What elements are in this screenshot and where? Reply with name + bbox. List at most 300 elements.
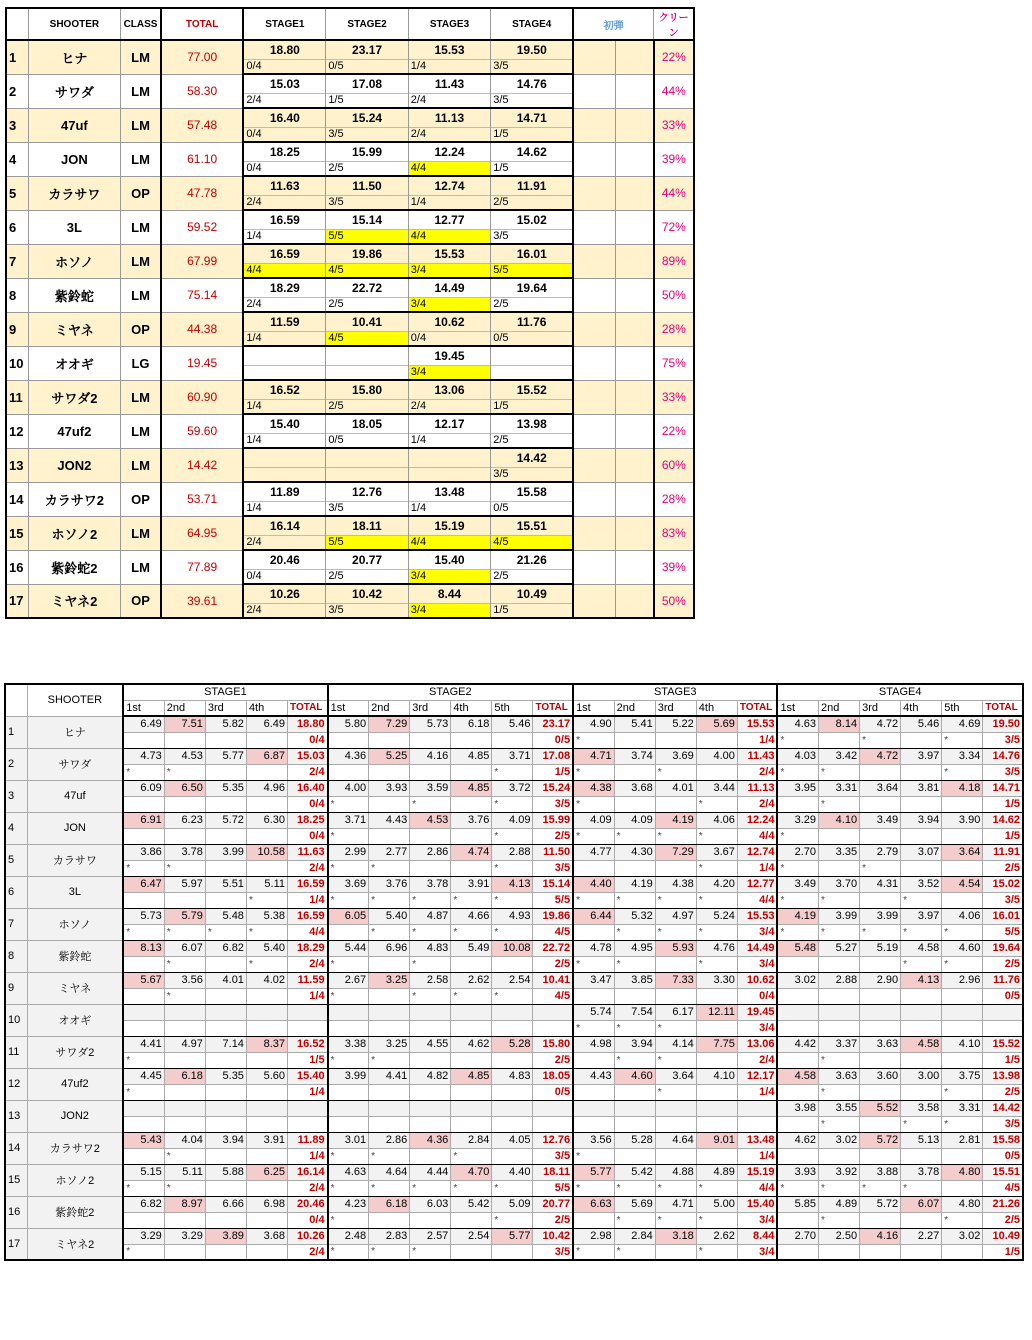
alpha-mark: * [492, 1212, 533, 1228]
stage-alpha-count: 2/4 [243, 297, 325, 312]
stage-time: 15.40 [243, 414, 325, 433]
split-time: 3.64 [860, 780, 901, 796]
stage-time: 13.48 [408, 482, 490, 501]
row-number: 16 [5, 1196, 27, 1228]
split-time: 4.88 [655, 1164, 696, 1180]
split-time [369, 1004, 410, 1020]
split-time: 2.98 [573, 1228, 614, 1244]
stage-total: 13.06 [737, 1036, 777, 1052]
stage-count: 3/4 [737, 1244, 777, 1260]
stage-alpha-count: 3/5 [491, 59, 573, 74]
split-time: 4.76 [696, 940, 737, 956]
total-value: 64.95 [161, 516, 243, 550]
shooter-name: 47uf [28, 108, 121, 142]
class-value: LM [121, 74, 161, 108]
alpha-mark: * [655, 892, 696, 908]
stage-time [326, 346, 408, 365]
alpha-mark [123, 796, 164, 812]
header-clean: クリーン [654, 8, 694, 40]
split-time: 4.78 [573, 940, 614, 956]
stage-count: 1/4 [737, 860, 777, 876]
row-number: 13 [5, 1100, 27, 1132]
alpha-mark [614, 988, 655, 1004]
stage-total: 11.89 [288, 1132, 328, 1148]
stage-count: 2/4 [288, 1180, 328, 1196]
stage-total: 23.17 [533, 716, 573, 732]
split-time: 4.54 [942, 876, 983, 892]
split-time [328, 1100, 369, 1116]
shooter-name: 3L [27, 876, 123, 908]
stage-count: 2/4 [737, 1052, 777, 1068]
stage-count: 1/4 [288, 988, 328, 1004]
alpha-mark [819, 1244, 860, 1260]
summary-row [6, 278, 694, 297]
alpha-mark [777, 1020, 818, 1036]
alpha-mark: * [369, 1244, 410, 1260]
stage-count: 3/5 [983, 1116, 1023, 1132]
alpha-mark [614, 1116, 655, 1132]
summary-row [6, 40, 694, 59]
split-time: 3.98 [777, 1100, 818, 1116]
alpha-mark [246, 1052, 287, 1068]
alpha-mark [369, 796, 410, 812]
sub-header: 3rd [410, 700, 451, 716]
alpha-mark: * [573, 1020, 614, 1036]
alpha-mark: * [696, 860, 737, 876]
alpha-mark: * [369, 924, 410, 940]
alpha-mark [901, 764, 942, 780]
split-time: 4.01 [205, 972, 246, 988]
row-number: 10 [5, 1004, 27, 1036]
summary-row [6, 448, 694, 467]
sub-header: 5th [492, 700, 533, 716]
split-time: 4.85 [451, 1068, 492, 1084]
split-time: 5.51 [205, 876, 246, 892]
total-value: 59.60 [161, 414, 243, 448]
stage-count: 1/4 [288, 892, 328, 908]
stage-alpha-count: 1/5 [326, 93, 408, 108]
split-time: 4.87 [410, 908, 451, 924]
stage-alpha-count: 1/5 [491, 603, 573, 618]
split-time: 5.44 [328, 940, 369, 956]
shooter-name: ミヤネ [27, 972, 123, 1004]
alpha-mark: * [655, 924, 696, 940]
stage-alpha-count: 3/5 [491, 93, 573, 108]
split-time: 3.90 [942, 812, 983, 828]
split-row [5, 1004, 1023, 1020]
split-time [573, 1100, 614, 1116]
alpha-mark [246, 1116, 287, 1132]
alpha-mark [573, 860, 614, 876]
stage-time: 14.49 [408, 278, 490, 297]
split-time [492, 1004, 533, 1020]
split-time: 4.03 [777, 748, 818, 764]
stage-time: 10.41 [326, 312, 408, 331]
stage-alpha-count: 1/4 [243, 229, 325, 244]
first-shot-cell [573, 278, 615, 312]
row-number: 5 [6, 176, 28, 210]
alpha-mark [205, 1020, 246, 1036]
alpha-mark [410, 764, 451, 780]
split-time: 5.41 [614, 716, 655, 732]
split-time: 5.15 [123, 1164, 164, 1180]
stage-time: 8.44 [408, 584, 490, 603]
alpha-mark [451, 1116, 492, 1132]
summary-row [6, 516, 694, 535]
split-time: 3.25 [369, 972, 410, 988]
stage-count: 3/5 [983, 764, 1023, 780]
stage-total: 10.62 [737, 972, 777, 988]
split-time: 6.05 [328, 908, 369, 924]
split-time: 2.81 [942, 1132, 983, 1148]
class-value: LM [121, 108, 161, 142]
split-time: 3.02 [942, 1228, 983, 1244]
alpha-mark [901, 828, 942, 844]
stage-count [983, 1020, 1023, 1036]
split-time: 3.58 [901, 1100, 942, 1116]
stage-total: 18.80 [288, 716, 328, 732]
stage-alpha-count: 1/4 [243, 501, 325, 516]
row-number: 16 [6, 550, 28, 584]
header-shooter: SHOOTER [27, 684, 123, 716]
split-time: 4.20 [696, 876, 737, 892]
stage-total: 15.24 [533, 780, 573, 796]
split-time: 4.93 [492, 908, 533, 924]
alpha-mark: * [123, 1244, 164, 1260]
split-time: 4.19 [777, 908, 818, 924]
alpha-mark: * [573, 892, 614, 908]
alpha-mark [901, 1212, 942, 1228]
alpha-mark [123, 988, 164, 1004]
split-time: 4.73 [123, 748, 164, 764]
stage-alpha-count: 4/5 [326, 263, 408, 278]
first-shot-cell-2 [615, 482, 653, 516]
split-time: 5.74 [573, 1004, 614, 1020]
split-time: 4.58 [901, 1036, 942, 1052]
alpha-mark [860, 828, 901, 844]
split-row [5, 1132, 1023, 1148]
clean-rate: 33% [654, 108, 694, 142]
stage-count: 3/4 [737, 956, 777, 972]
split-time: 4.41 [369, 1068, 410, 1084]
stage-time: 15.58 [491, 482, 573, 501]
stage-time: 15.52 [491, 380, 573, 399]
alpha-mark: * [451, 1180, 492, 1196]
shooter-name: サワダ [28, 74, 121, 108]
stage-total: 11.13 [737, 780, 777, 796]
split-time: 5.97 [164, 876, 205, 892]
split-time: 5.79 [164, 908, 205, 924]
stage-count: 1/5 [983, 796, 1023, 812]
split-time: 4.71 [573, 748, 614, 764]
stage-total: 20.46 [288, 1196, 328, 1212]
shooter-name: サワダ2 [28, 380, 121, 414]
split-row [5, 940, 1023, 956]
stage-count: 1/5 [983, 1244, 1023, 1260]
split-time: 4.09 [492, 812, 533, 828]
stage-count: 2/4 [737, 764, 777, 780]
split-row [5, 876, 1023, 892]
row-number: 14 [6, 482, 28, 516]
class-value: LG [121, 346, 161, 380]
split-row-marks [5, 828, 1023, 844]
alpha-mark [492, 1148, 533, 1164]
split-time: 5.77 [205, 748, 246, 764]
stage-total: 15.80 [533, 1036, 573, 1052]
stage-count: 2/4 [288, 1244, 328, 1260]
stage-alpha-count: 2/4 [243, 93, 325, 108]
stage-total: 19.86 [533, 908, 573, 924]
split-time: 3.94 [901, 812, 942, 828]
row-number: 2 [6, 74, 28, 108]
stage-count: 2/5 [983, 860, 1023, 876]
header-class: CLASS [121, 8, 161, 40]
row-number: 7 [6, 244, 28, 278]
clean-rate: 60% [654, 448, 694, 482]
split-time: 3.86 [123, 844, 164, 860]
split-time: 3.97 [901, 748, 942, 764]
split-time: 6.82 [123, 1196, 164, 1212]
split-time [451, 1004, 492, 1020]
stage-total: 15.58 [983, 1132, 1023, 1148]
alpha-mark [369, 1020, 410, 1036]
alpha-mark: * [573, 956, 614, 972]
stage-alpha-count: 5/5 [491, 263, 573, 278]
alpha-mark: * [492, 1180, 533, 1196]
split-row [5, 1228, 1023, 1244]
alpha-mark: * [246, 892, 287, 908]
alpha-mark: * [164, 1180, 205, 1196]
sub-header: 1st [777, 700, 818, 716]
stage-total-header: TOTAL [288, 700, 328, 716]
stage-count: 1/5 [983, 1052, 1023, 1068]
split-time: 2.83 [369, 1228, 410, 1244]
total-value: 53.71 [161, 482, 243, 516]
clean-rate: 22% [654, 40, 694, 74]
split-time: 4.97 [164, 1036, 205, 1052]
alpha-mark [573, 1084, 614, 1100]
split-time: 5.72 [205, 812, 246, 828]
split-time: 4.69 [942, 716, 983, 732]
split-time: 3.52 [901, 876, 942, 892]
split-time: 4.00 [696, 748, 737, 764]
split-time: 3.30 [696, 972, 737, 988]
split-time: 2.62 [696, 1228, 737, 1244]
alpha-mark: * [164, 988, 205, 1004]
first-shot-cell-2 [615, 448, 653, 482]
split-row-marks [5, 1212, 1023, 1228]
shooter-name: ホソノ [27, 908, 123, 940]
split-time: 3.76 [451, 812, 492, 828]
alpha-mark [614, 796, 655, 812]
split-time: 4.45 [123, 1068, 164, 1084]
split-time: 6.07 [901, 1196, 942, 1212]
stage-count: 3/5 [533, 860, 573, 876]
alpha-mark [819, 860, 860, 876]
alpha-mark [777, 988, 818, 1004]
stage-total [533, 1100, 573, 1116]
split-time [410, 1100, 451, 1116]
summary-row [6, 482, 694, 501]
split-time: 3.29 [777, 812, 818, 828]
stage-alpha-count: 3/5 [491, 229, 573, 244]
alpha-mark: * [696, 924, 737, 940]
split-time: 3.72 [492, 780, 533, 796]
alpha-mark [451, 956, 492, 972]
alpha-mark: * [573, 1244, 614, 1260]
row-number: 10 [6, 346, 28, 380]
alpha-mark: * [123, 764, 164, 780]
split-time: 4.71 [655, 1196, 696, 1212]
split-time: 4.19 [655, 812, 696, 828]
stage-total [983, 1004, 1023, 1020]
stage-count: 0/5 [533, 1084, 573, 1100]
shooter-name: 3L [28, 210, 121, 244]
alpha-mark: * [819, 1084, 860, 1100]
alpha-mark: * [942, 764, 983, 780]
stage-count: 4/4 [288, 924, 328, 940]
row-number: 4 [6, 142, 28, 176]
alpha-mark: * [410, 796, 451, 812]
clean-rate: 22% [654, 414, 694, 448]
alpha-mark [205, 1148, 246, 1164]
split-time: 6.82 [205, 940, 246, 956]
stage-time: 12.24 [408, 142, 490, 161]
split-time: 3.44 [696, 780, 737, 796]
stage-total: 15.14 [533, 876, 573, 892]
clean-rate: 50% [654, 584, 694, 618]
split-time: 3.99 [860, 908, 901, 924]
split-time: 2.57 [410, 1228, 451, 1244]
row-number: 5 [5, 844, 27, 876]
alpha-mark [369, 1116, 410, 1132]
alpha-mark: * [451, 988, 492, 1004]
row-number: 12 [6, 414, 28, 448]
split-time: 4.53 [410, 812, 451, 828]
first-shot-cell-2 [615, 40, 653, 74]
total-value: 67.99 [161, 244, 243, 278]
alpha-mark: * [492, 924, 533, 940]
stage-time: 15.03 [243, 74, 325, 93]
stage-total: 16.59 [288, 908, 328, 924]
alpha-mark: * [573, 732, 614, 748]
stage-total: 15.53 [737, 716, 777, 732]
alpha-mark [246, 988, 287, 1004]
clean-rate: 33% [654, 380, 694, 414]
alpha-mark [164, 1116, 205, 1132]
alpha-mark: * [655, 1212, 696, 1228]
shooter-name: サワダ [27, 748, 123, 780]
split-time: 2.84 [451, 1132, 492, 1148]
split-time: 2.86 [410, 844, 451, 860]
alpha-mark [164, 796, 205, 812]
split-time [492, 1100, 533, 1116]
row-number: 11 [5, 1036, 27, 1068]
alpha-mark: * [614, 1180, 655, 1196]
stage-alpha-count: 4/5 [326, 331, 408, 346]
split-time: 3.91 [246, 1132, 287, 1148]
stage-time: 19.50 [491, 40, 573, 59]
alpha-mark: * [819, 924, 860, 940]
split-time: 3.78 [901, 1164, 942, 1180]
alpha-mark [205, 956, 246, 972]
summary-row [6, 380, 694, 399]
split-time: 7.29 [655, 844, 696, 860]
stage-count: 1/4 [737, 1084, 777, 1100]
stage-count: 3/5 [533, 1244, 573, 1260]
alpha-mark: * [614, 956, 655, 972]
stage-time: 10.26 [243, 584, 325, 603]
split-time: 5.67 [123, 972, 164, 988]
alpha-mark [328, 924, 369, 940]
first-shot-cell-2 [615, 244, 653, 278]
stage-total-header: TOTAL [983, 700, 1023, 716]
total-value: 60.90 [161, 380, 243, 414]
split-time: 2.90 [860, 972, 901, 988]
stage-time: 16.59 [243, 210, 325, 229]
alpha-mark: * [860, 860, 901, 876]
split-time: 4.83 [492, 1068, 533, 1084]
split-time: 6.47 [123, 876, 164, 892]
alpha-mark [205, 1244, 246, 1260]
split-time: 4.82 [410, 1068, 451, 1084]
alpha-mark: * [819, 1052, 860, 1068]
stage-alpha-count: 2/5 [491, 569, 573, 584]
first-shot-cell [573, 346, 615, 380]
alpha-mark [328, 732, 369, 748]
summary-row [6, 550, 694, 569]
row-number: 14 [5, 1132, 27, 1164]
stage-count [288, 1116, 328, 1132]
stage-time: 14.76 [491, 74, 573, 93]
split-time: 2.54 [451, 1228, 492, 1244]
split-time [123, 1100, 164, 1116]
split-time: 4.13 [901, 972, 942, 988]
split-time: 5.40 [369, 908, 410, 924]
alpha-mark: * [901, 1116, 942, 1132]
alpha-mark [696, 732, 737, 748]
alpha-mark: * [614, 1212, 655, 1228]
alpha-mark [819, 988, 860, 1004]
split-time: 5.82 [205, 716, 246, 732]
split-time: 4.55 [410, 1036, 451, 1052]
alpha-mark: * [328, 1180, 369, 1196]
class-value: LM [121, 550, 161, 584]
alpha-mark: * [123, 860, 164, 876]
first-shot-cell-2 [615, 516, 653, 550]
alpha-mark: * [901, 1180, 942, 1196]
class-value: LM [121, 414, 161, 448]
stage-alpha-count [408, 467, 490, 482]
alpha-mark [123, 1020, 164, 1036]
stage-count: 2/5 [533, 1052, 573, 1068]
stage-alpha-count: 1/4 [408, 501, 490, 516]
stage-total: 12.17 [737, 1068, 777, 1084]
split-time: 5.49 [451, 940, 492, 956]
stage-count: 0/5 [533, 732, 573, 748]
stage-time: 10.42 [326, 584, 408, 603]
split-time: 4.18 [942, 780, 983, 796]
stage-time: 12.77 [408, 210, 490, 229]
shooter-name: 紫鈴蛇2 [28, 550, 121, 584]
split-time: 5.00 [696, 1196, 737, 1212]
summary-row [6, 346, 694, 365]
split-row [5, 1100, 1023, 1116]
split-time [205, 1100, 246, 1116]
split-time: 5.35 [205, 780, 246, 796]
stage-time: 15.24 [326, 108, 408, 127]
sub-header: 2nd [369, 700, 410, 716]
